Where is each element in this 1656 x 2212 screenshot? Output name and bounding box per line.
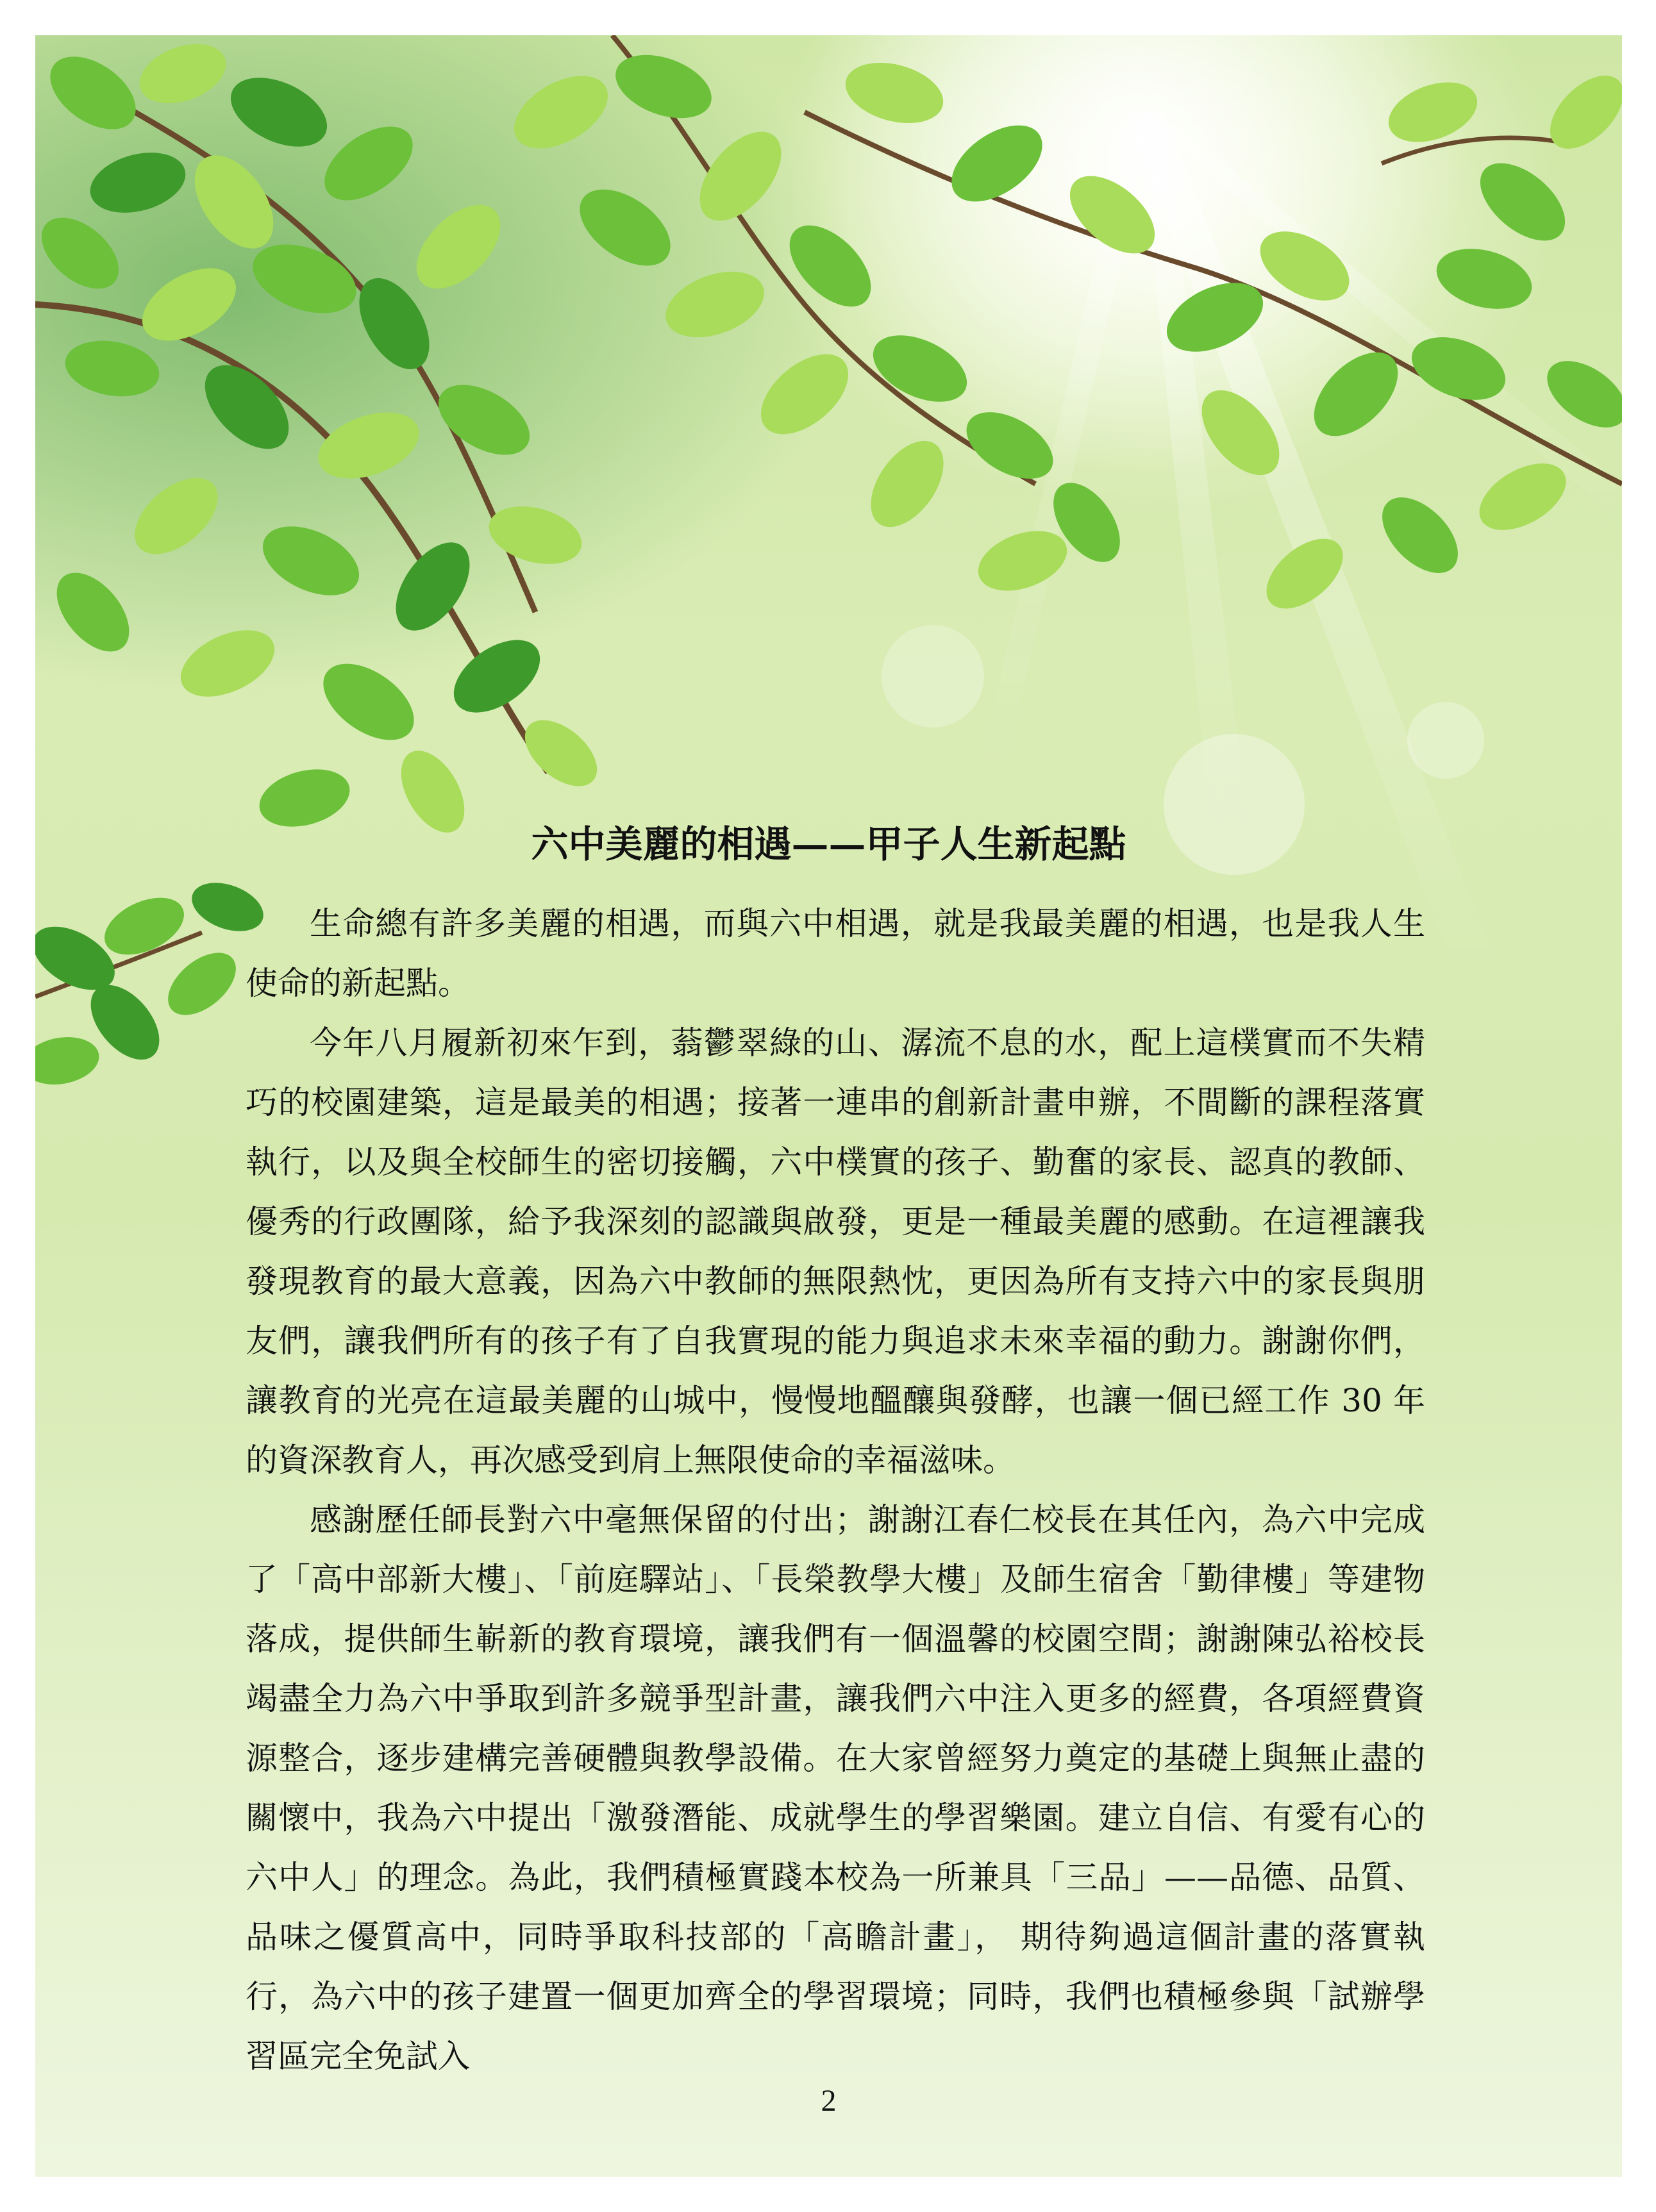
document-page	[35, 35, 1622, 2177]
paragraph-1: 生命總有許多美麗的相遇，而與六中相遇，就是我最美麗的相遇，也是我人生使命的新起點。	[246, 905, 1425, 1002]
article-title: 六中美麗的相遇——甲子人生新起點	[531, 822, 1126, 866]
article-body	[246, 894, 1425, 2086]
paragraph-2: 今年八月履新初來乍到，蓊鬱翠綠的山、潺流不息的水，配上這樸實而不失精巧的校園建築，這是最美的相遇；接著一連串的創新計畫申辦，不間斷的課程落實執行，以及與全校師生的密切接觸，六中樸實的孩子、勤奮的家長、認真的教師、優秀的行政團隊，給予我深刻的認識與啟發，更是一種最美麗的感動。在這裡讓我發現教育的最大意義，因為六中教師的無限熱忱，更因為所有支持六中的家長與朋友們，讓我們所有的孩子有了自我實現的能力與追求未來幸福的動力。謝謝你們，讓教育的光亮在這最美麗的山城中，慢慢地醞釀與發酵，也讓一個已經工作 30 年的資深教育人，再次感受到肩上無限使命的幸福滋味。	[246, 1024, 1425, 1479]
page-number: 2	[821, 2084, 837, 2118]
paragraph-3: 感謝歷任師長對六中毫無保留的付出；謝謝江春仁校長在其任內，為六中完成了「高中部新大樓」、「前庭驛站」、「長榮教學大樓」及師生宿舍「勤律樓」等建物落成，提供師生嶄新的教育環境，讓我們有一個溫馨的校園空間；謝謝陳弘裕校長竭盡全力為六中爭取到許多競爭型計畫，讓我們六中注入更多的經費，各項經費資源整合，逐步建構完善硬體與教學設備。在大家曾經努力奠定的基礎上與無止盡的關懷中，我為六中提出「激發潛能、成就學生的學習樂園。建立自信、有愛有心的六中人」的理念。為此，我們積極實踐本校為一所兼具「三品」——品德、品質、品味之優質高中，同時爭取科技部的「高瞻計畫」， 期待夠過這個計畫的落實執行，為六中的孩子建置一個更加齊全的學習環境；同時，我們也積極參與「試辦學習區完全免試入	[246, 1501, 1425, 2075]
